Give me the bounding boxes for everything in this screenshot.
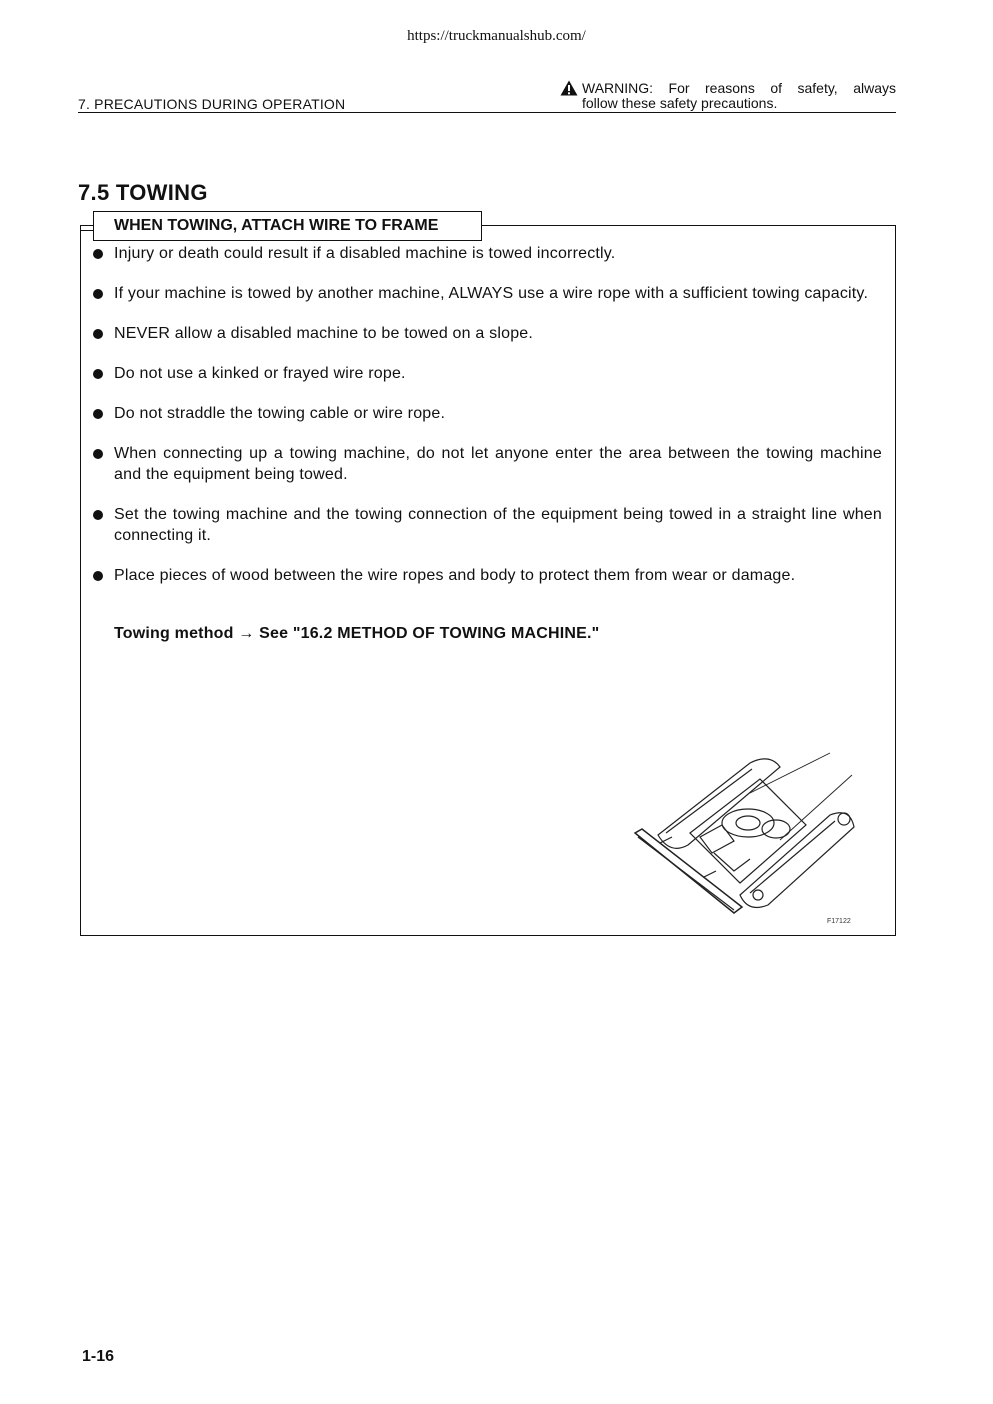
- bullet-icon: [93, 571, 103, 581]
- section-title: 7.5 TOWING: [78, 180, 208, 205]
- bullet-list: [92, 243, 882, 605]
- list-item-text: When connecting up a towing machine, do not let anyone enter the area between the towing machine and the equipment being towed.: [114, 445, 882, 483]
- list-item-text: NEVER allow a disabled machine to be towed on a slope.: [114, 325, 534, 342]
- list-item: [92, 565, 882, 586]
- list-item: [92, 243, 882, 264]
- bullet-icon: [93, 449, 103, 459]
- towing-machine-illustration: [630, 745, 860, 915]
- list-item: [92, 283, 882, 304]
- bullet-icon: [93, 369, 103, 379]
- header-rule: [78, 112, 896, 113]
- list-item-text: Set the towing machine and the towing connection of the equipment being towed in a straight line when connecting it.: [114, 506, 882, 544]
- bullet-icon: [93, 329, 103, 339]
- warning-box-heading: WHEN TOWING, ATTACH WIRE TO FRAME: [93, 211, 482, 241]
- list-item-text: Injury or death could result if a disabled machine is towed incorrectly.: [114, 245, 616, 262]
- section-header: 7. PRECAUTIONS DURING OPERATION: [78, 96, 346, 112]
- bullet-icon: [93, 409, 103, 419]
- warning-triangle-icon: [560, 80, 578, 96]
- warning-text-line-1: WARNING: For reasons of safety, always: [582, 79, 896, 96]
- page-number: 1-16: [82, 1348, 115, 1365]
- list-item-text: Place pieces of wood between the wire ropes and body to protect them from wear or damage.: [114, 567, 796, 584]
- list-item: [92, 443, 882, 485]
- list-item: [92, 363, 882, 384]
- towing-method-reference: Towing method → See "16.2 METHOD OF TOWING MACHINE.": [114, 625, 600, 642]
- warning-header: [560, 80, 896, 111]
- list-item-text: Do not use a kinked or frayed wire rope.: [114, 365, 406, 382]
- list-item: [92, 403, 882, 424]
- figure-code: F17122: [827, 918, 851, 925]
- list-item-text: If your machine is towed by another machine, ALWAYS use a wire rope with a sufficient towing capacity.: [114, 285, 869, 302]
- warning-text-line-2: follow these safety precautions.: [582, 95, 778, 111]
- box-corner-tick: [80, 230, 94, 231]
- bullet-icon: [93, 249, 103, 259]
- list-item: [92, 323, 882, 344]
- source-url[interactable]: https://truckmanualshub.com/: [407, 28, 586, 44]
- list-item: [92, 504, 882, 546]
- bullet-icon: [93, 289, 103, 299]
- list-item-text: Do not straddle the towing cable or wire rope.: [114, 405, 446, 422]
- bullet-icon: [93, 510, 103, 520]
